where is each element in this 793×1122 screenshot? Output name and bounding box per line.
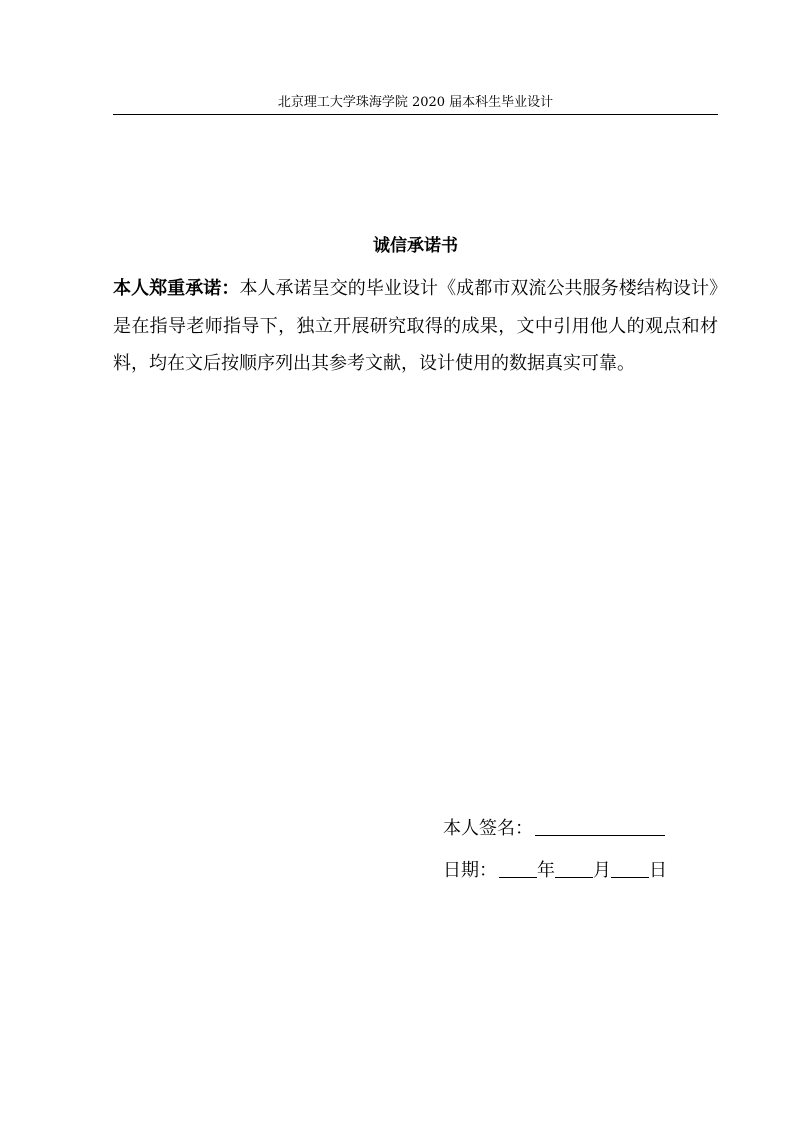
- pledge-paragraph: [113, 270, 718, 383]
- pledge-lead: 本人郑重承诺：: [113, 278, 240, 299]
- signature-label: 本人签名：: [443, 818, 533, 839]
- date-label: 日期：: [443, 860, 497, 881]
- day-label: 日: [649, 860, 667, 881]
- year-blank: [499, 857, 537, 878]
- date-row: [443, 854, 667, 896]
- signature-blank: [535, 815, 665, 836]
- signature-block: [443, 812, 667, 896]
- signature-row: [443, 812, 667, 854]
- year-label: 年: [537, 860, 555, 881]
- month-label: 月: [593, 860, 611, 881]
- month-blank: [555, 857, 593, 878]
- pledge-text: 本人承诺呈交的毕业设计《成都市双流公共服务楼结构设计》是在指导老师指导下，独立开展研究取得的成果，文中引用他人的观点和材料，均在文后按顺序列出其参考文献，设计使用的数据真实可靠。: [113, 278, 719, 374]
- header-text: 北京理工大学珠海学院 2020 届本科生毕业设计: [277, 95, 554, 110]
- page-header: [113, 94, 718, 115]
- day-blank: [611, 857, 649, 878]
- document-title: 诚信承诺书: [373, 236, 458, 256]
